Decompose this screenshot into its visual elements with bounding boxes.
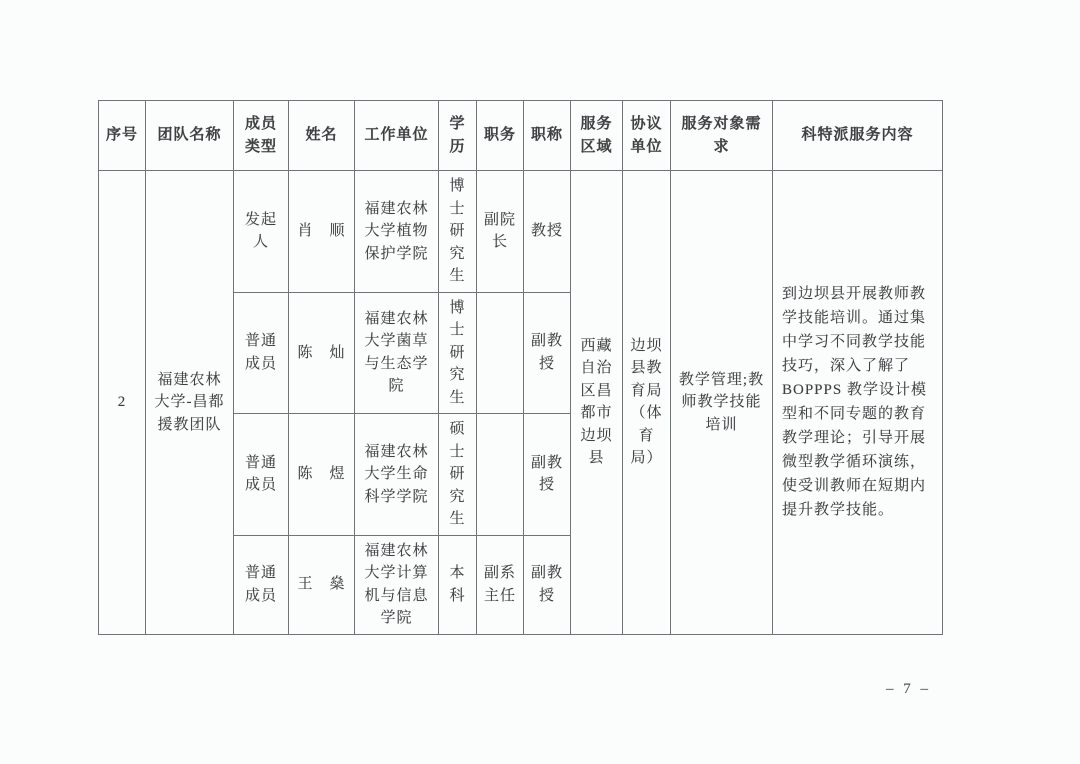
cell-team-name: 福建农林大学-昌都援教团队 (146, 171, 234, 635)
page-number: – 7 – (886, 681, 931, 697)
cell-work-unit: 福建农林大学生命科学学院 (355, 414, 439, 536)
cell-education: 本科 (439, 535, 477, 634)
cell-name: 陈 煜 (289, 414, 355, 536)
header-cell-member-type: 成员类型 (234, 101, 289, 171)
cell-title: 副教授 (524, 414, 571, 536)
cell-name: 王 燊 (289, 535, 355, 634)
cell-service-content: 到边坝县开展教师教学技能培训。通过集中学习不同教学技能技巧，深入了解了 BOPPPS 教学设计模型和不同专题的教育教学理论；引导开展微型教学循环演练，使受训教师在短期内提升教学技能。 (773, 171, 943, 635)
cell-agreement-unit: 边坝县教育局（体育局） (623, 171, 671, 635)
header-cell-title: 职称 (524, 101, 571, 171)
table-header-row (99, 101, 943, 171)
cell-title: 副教授 (524, 535, 571, 634)
cell-member-type: 普通成员 (234, 535, 289, 634)
header-cell-name: 姓名 (289, 101, 355, 171)
cell-education: 硕士研究生 (439, 414, 477, 536)
header-cell-index: 序号 (99, 101, 146, 171)
cell-position (477, 292, 524, 414)
cell-position: 副院长 (477, 171, 524, 293)
cell-name: 肖 顺 (289, 171, 355, 293)
cell-education: 博士研究生 (439, 171, 477, 293)
table-row-member-1 (99, 171, 943, 293)
header-cell-service-area: 服务区域 (571, 101, 623, 171)
cell-member-type: 发起人 (234, 171, 289, 293)
header-cell-position: 职务 (477, 101, 524, 171)
cell-member-type: 普通成员 (234, 292, 289, 414)
header-cell-agreement-unit: 协议单位 (623, 101, 671, 171)
cell-service-area: 西藏自治区昌都市边坝县 (571, 171, 623, 635)
header-cell-team-name: 团队名称 (146, 101, 234, 171)
cell-name: 陈 灿 (289, 292, 355, 414)
cell-title: 副教授 (524, 292, 571, 414)
cell-work-unit: 福建农林大学植物保护学院 (355, 171, 439, 293)
header-cell-service-needs: 服务对象需求 (671, 101, 773, 171)
cell-index: 2 (99, 171, 146, 635)
cell-title: 教授 (524, 171, 571, 293)
cell-position: 副系主任 (477, 535, 524, 634)
header-cell-work-unit: 工作单位 (355, 101, 439, 171)
cell-position (477, 414, 524, 536)
cell-work-unit: 福建农林大学菌草与生态学院 (355, 292, 439, 414)
cell-service-needs: 教学管理;教师教学技能培训 (671, 171, 773, 635)
cell-education: 博士研究生 (439, 292, 477, 414)
cell-member-type: 普通成员 (234, 414, 289, 536)
cell-work-unit: 福建农林大学计算机与信息学院 (355, 535, 439, 634)
special-commissioner-team-table (98, 100, 943, 635)
header-cell-service-content: 科特派服务内容 (773, 101, 943, 171)
header-cell-education: 学历 (439, 101, 477, 171)
